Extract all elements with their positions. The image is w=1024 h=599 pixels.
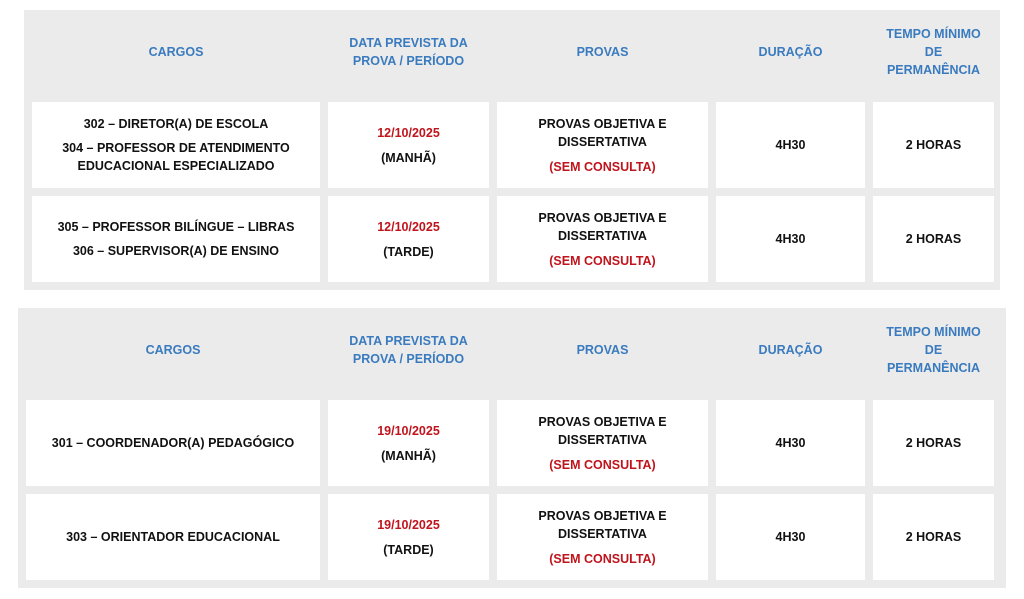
header-tempo: TEMPO MÍNIMO DE PERMANÊNCIA [886,27,981,77]
exam-date: 19/10/2025 [377,517,440,532]
header-duracao: DURAÇÃO [758,343,823,357]
tempo-value: 2 HORAS [905,138,962,152]
cargo-item: 305 – PROFESSOR BILÍNGUE – LIBRAS [57,220,295,234]
exam-period: (TARDE) [383,542,434,557]
tempo-value: 2 HORAS [905,436,962,450]
provas-text: PROVAS OBJETIVA E DISSERTATIVA [538,210,667,243]
cargos-cell [26,494,320,580]
duracao-value: 4H30 [775,138,806,152]
provas-text: PROVAS OBJETIVA E DISSERTATIVA [538,116,667,149]
tempo-cell [873,400,994,486]
date-cell [328,196,489,282]
header-duracao: DURAÇÃO [758,45,823,59]
cargos-cell [32,196,320,282]
tempo-value: 2 HORAS [905,530,962,544]
duracao-cell [716,400,865,486]
tempo-cell [873,102,994,188]
provas-cell [497,400,708,486]
header-cargos: CARGOS [145,343,201,357]
tempo-cell [873,494,994,580]
provas-text: PROVAS OBJETIVA E DISSERTATIVA [538,414,667,447]
duracao-cell [716,196,865,282]
consulta-text: (SEM CONSULTA) [549,457,656,472]
duracao-cell [716,494,865,580]
header-data: DATA PREVISTA DA PROVA / PERÍODO [349,36,468,68]
consulta-text: (SEM CONSULTA) [549,253,656,268]
exam-period: (MANHÃ) [381,448,436,463]
date-cell [328,102,489,188]
exam-date: 12/10/2025 [377,125,440,140]
schedule-table-2 [18,308,1006,588]
schedule-table-1 [24,10,1000,290]
duracao-value: 4H30 [775,232,806,246]
header-tempo: TEMPO MÍNIMO DE PERMANÊNCIA [886,325,981,375]
tempo-value: 2 HORAS [905,232,962,246]
tempo-cell [873,196,994,282]
header-provas: PROVAS [576,45,629,59]
header-provas: PROVAS [576,343,629,357]
consulta-text: (SEM CONSULTA) [549,551,656,566]
exam-date: 19/10/2025 [377,423,440,438]
header-data: DATA PREVISTA DA PROVA / PERÍODO [349,334,468,366]
cargos-cell [32,102,320,188]
exam-date: 12/10/2025 [377,219,440,234]
provas-cell [497,494,708,580]
duracao-value: 4H30 [775,530,806,544]
cargos-cell [26,400,320,486]
date-cell [328,400,489,486]
cargo-item: 304 – PROFESSOR DE ATENDIMENTO EDUCACIONAL ESPECIALIZADO [62,141,290,173]
provas-cell [497,196,708,282]
cargo-item: 303 – ORIENTADOR EDUCACIONAL [66,530,280,544]
cargo-item: 302 – DIRETOR(A) DE ESCOLA [83,117,269,131]
date-cell [328,494,489,580]
provas-text: PROVAS OBJETIVA E DISSERTATIVA [538,508,667,541]
exam-period: (MANHÃ) [381,150,436,165]
provas-cell [497,102,708,188]
cargo-item: 306 – SUPERVISOR(A) DE ENSINO [72,244,280,258]
duracao-cell [716,102,865,188]
exam-period: (TARDE) [383,244,434,259]
cargo-item: 301 – COORDENADOR(A) PEDAGÓGICO [51,436,295,450]
header-cargos: CARGOS [148,45,204,59]
duracao-value: 4H30 [775,436,806,450]
consulta-text: (SEM CONSULTA) [549,159,656,174]
